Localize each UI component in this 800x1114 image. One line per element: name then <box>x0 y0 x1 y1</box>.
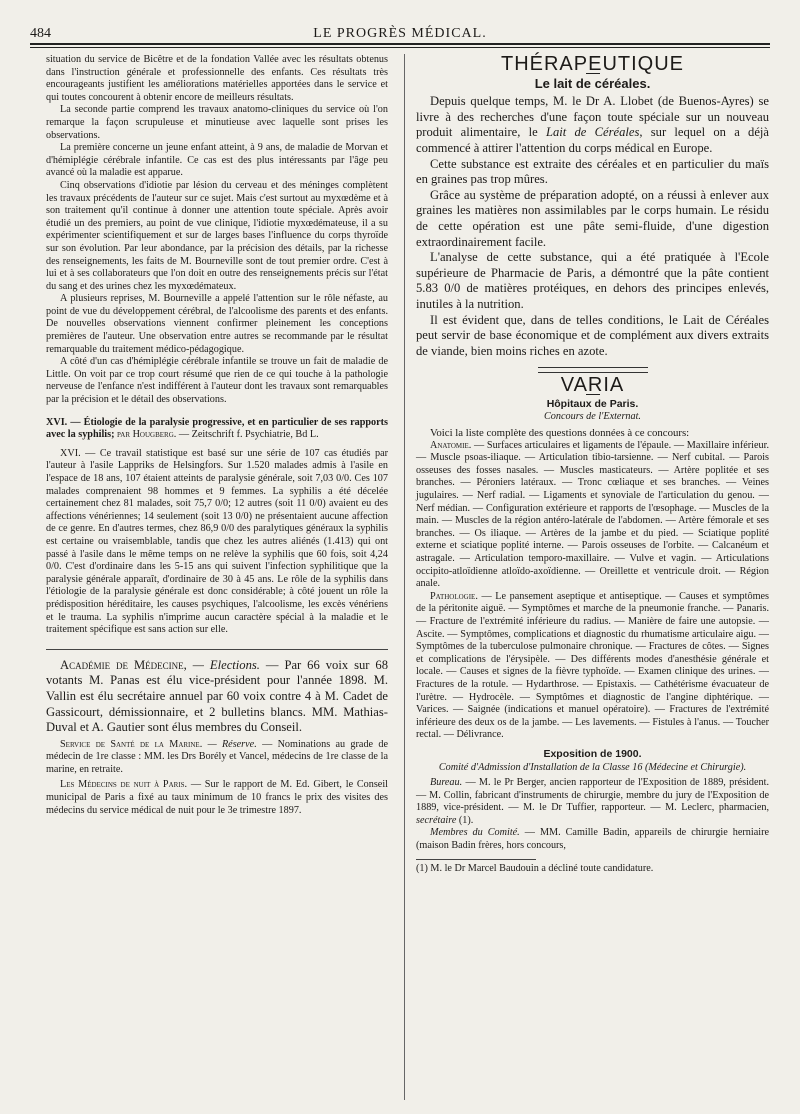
news-text: — Nominations au grade de médecin de 1re classe : MM. les Drs Borély et Vancel, médecins de 1re classe de la marine, en retraite. <box>46 738 388 775</box>
journal-title: LE PROGRÈS MÉDICAL. <box>313 26 487 41</box>
paragraph <box>416 777 769 827</box>
paragraph <box>416 94 769 156</box>
header-rule-thin <box>30 47 770 48</box>
text-run: — MM. Camille Badin, appareils de chirurgie herniaire (maison Badin frères, hors concours, <box>416 827 769 852</box>
text-run: , sur lequel on a déjà commencé à attirer l'attention du corps médical en Europe. <box>416 125 769 155</box>
ornament <box>538 367 648 373</box>
italic-run: secrétaire <box>416 814 457 826</box>
list-text: — Le pansement aseptique et antiseptique. — Causes et symptômes de la péritonite aiguë. — Symptômes et marche de la pneumonie franche. — Panaris. — Fracture de l'extrémité inférieure du radius. — Manière de faire une autopsie. — Ascite. — Symptômes, complications et diagnostic du rhumatisme articulaire aigu. — Symptômes de la tuberculose pulmonaire chronique. — Fractures de côtes. — Signes et complications de l'érysipèle. — Des différents modes d'anesthésie générale et locale. — Causes et signes de la fièvre typhoïde. — Examen clinique des urines. — Fractures de la rotule. — Hydarthrose. — Epistaxis. — Cathétérisme évacuateur de l'urètre. — Hydrocèle. — Symptômes et diagnostic de l'angine diphtérique. — Varices. — Saignée (indications et manuel opératoire). — Fractures de l'extrémité inférieure des deux os de la jambe. — Les lavements. — Fistules à l'anus. — Toucher rectal. — Délivrance. <box>416 590 769 741</box>
separator <box>46 649 388 650</box>
label-italic: Bureau. <box>430 777 463 789</box>
right-column <box>416 54 769 875</box>
italic-run: Lait de Céréales <box>545 125 640 140</box>
subsection-subtitle: Concours de l'Externat. <box>544 411 641 423</box>
question-list <box>416 440 769 591</box>
subsection-subtitle: Comité d'Admission d'Installation de la Classe 16 (Médecine et Chirurgie). <box>438 761 747 773</box>
paragraph: La seconde partie comprend les travaux anatomo-cliniques du service où l'on remarque la façon scrupuleuse et minutieuse avec laquelle sont prises les observations. <box>46 104 388 141</box>
article-title <box>46 417 388 442</box>
footnote: (1) M. le Dr Marcel Baudouin a décliné toute candidature. <box>416 862 654 874</box>
page-number: 484 <box>30 26 51 41</box>
paragraph: Grâce au système de préparation adopté, on a réussi à enlever aux graines les matières non assimilables par le corps humain. Le résidu de cette opération est une pâte semi-fluide, d'une digestion extraordinairement facile. <box>416 187 769 249</box>
news-italic: — Elections. <box>192 657 260 672</box>
list-label: Anatomie. <box>430 439 472 451</box>
text-run: (1). <box>458 814 474 826</box>
subsection-title: Exposition de 1900. <box>543 747 642 760</box>
header-rule <box>30 43 770 45</box>
paragraph: La première concerne un jeune enfant atteint, à 9 ans, de maladie de Morvan et d'hémiplégie cérébrale infantile. Ce cas est des plus intéressants par l'âge peu avancé où la maladie est apparue. <box>46 142 388 179</box>
left-column <box>46 54 388 817</box>
news-italic: — Réserve. <box>207 738 257 750</box>
paragraph: A plusieurs reprises, M. Bourneville a appelé l'attention sur le rôle néfaste, au point de vue du développement cérébral, de l'alcoolisme des parents et des enfants. De nouvelles observations viennent confirmer pleinement les conceptions premières de l'auteur. Une observation entre autres se recommande par le résultat remarquable du traitement médico-pédagogique. <box>46 293 388 355</box>
news-text: — Sur le rapport de M. Ed. Gibert, le Conseil municipal de Paris a fixé au taux minimum de 10 francs le prix des visites des médecins du service médical de nuit pour le 3e trimestre 1897. <box>46 779 388 816</box>
news-item <box>46 739 388 777</box>
news-label: Les Médecins de nuit à Paris. <box>60 779 188 791</box>
paragraph: Cette substance est extraite des céréales et en particulier du maïs en graines pas trop mûres. <box>416 156 769 187</box>
news-item <box>46 779 388 817</box>
subsection-title: Le lait de céréales. <box>534 75 651 91</box>
article-source: — Zeitschrift f. Psychiatrie, Bd L. <box>178 429 319 441</box>
text-run: — M. le Pr Berger, ancien rapporteur de l'Exposition de 1889, président. — M. Collin, fabricant d'instruments de chirurgie, membre du jury de l'Exposition de 1889, vice-président. — M. le Dr Tuffier, rapporteur. — M. Leclerc, pharmacien, <box>416 777 769 814</box>
paragraph: A côté d'un cas d'hémiplégie cérébrale infantile se trouve un fait de maladie de Little. On voit par ce trop court résumé que rien de ce qui touche à la pathologie nerveuse de l'enfance n'est indifférent à l'auteur dont les travaux sont remarquables par la précision et le détail des observations. <box>46 356 388 406</box>
text-run: Depuis quelque temps, M. le Dr A. Llobet (de Buenos-Ayres) se livre à des recherches d'une façon toute spéciale sur un nouveau produit alimentaire, le <box>416 94 769 140</box>
footnote-rule <box>416 859 536 860</box>
paragraph: Il est évident que, dans de telles conditions, le Lait de Céréales peut servir de base économique et de complément aux divers extraits de viande, bien moins riches en azote. <box>416 312 769 358</box>
section-title: THÉRAPEUTIQUE <box>500 53 685 75</box>
section-title: VARIA <box>560 374 625 397</box>
paragraph: L'analyse de cette substance, qui a été pratiquée à l'Ecole supérieure de Pharmacie de Paris, a démontré que la pâte contient 5.83 0/0 de matières protéiques, en dehors des principes enlevés, inutiles à la nutrition. <box>416 250 769 311</box>
article-author: par Hougberg. <box>117 429 177 441</box>
label-italic: Membres du Comité. <box>430 827 520 839</box>
news-text: — Par 66 voix sur 68 votants M. Panas est élu vice-président pour l'année 1898. M. Vallin est élu secrétaire annuel par 60 voix contre 4 à M. Cadet de Gassicourt, démissionnaire, et 2 bulletins blancs. MM. Mathias-Duval et A. Gautier sont élus membres du Conseil. <box>46 657 388 735</box>
paragraph <box>416 827 769 852</box>
paragraph: situation du service de Bicêtre et de la fondation Vallée avec les résultats obtenus dans l'instruction générale et professionnelle des enfants. Ces résultats très encourageants justifient les améliorations matérielles apportées dans le service et qui toutes concourent à obtenir encore de meilleurs résultats. <box>46 54 388 103</box>
news-label: Service de Santé de la Marine. <box>60 738 203 750</box>
page-header <box>30 20 770 42</box>
subsection-title: Hôpitaux de Paris. <box>546 397 639 410</box>
paragraph: XVI. — Ce travail statistique est basé sur une série de 107 cas étudiés par l'auteur à l'asile Lappriks de Helsingfors. Sur 1.520 malades admis à l'asile en l'espace de 18 ans, 107 étaient atteints de paralysie générale, soit 7,03 0/0. Ces 107 malades comprenaient 98 hommes et 9 femmes. La syphilis a été décelée certainement chez 81 malades, soit 75,7 0/0; 12 autres (soit 11 0/0) avaient eu des affections vénériennes; 14 seulement (soit 13 0/0) ne présentaient aucune affection de ce genre. En d'autres termes, chez 86,9 0/0 des paralytiques généraux la syphilis est certaine ou vraisemblable, tandis que chez les autres aliénés (1.413) qui ont passé à l'asile dans le même temps on ne relève la syphilis que 60 fois, soit 4,24 0/0. C'est d'ordinaire dans les 5-15 ans qui suivent l'infection syphilitique que la paralysie générale apparaît, d'ordinaire de 30 à 45 ans. Le rôle de la syphilis dans l'étiologie de la paralysie générale est donc considérable; à côté jouent un rôle la prédisposition héréditaire, les causes psychiques, l'alcoolisme, les excès vénériens et le trauma. La syphilis n'imprime aucun caractère spécial à la maladie et le traitement spécifique est sans action sur elle. <box>46 447 388 636</box>
column-divider <box>404 54 405 1100</box>
news-label: Académie de Médecine, <box>60 657 187 672</box>
question-list <box>416 591 769 742</box>
article-title-text: XVI. — Étiologie de la paralysie progressive, et en particulier de ses rapports avec la syphilis; <box>46 416 388 441</box>
list-label: Pathologie. <box>430 590 478 602</box>
paragraph: Cinq observations d'idiotie par lésion du cerveau et des méninges complètent les travaux précédents de l'auteur sur ce sujet. Mais c'est surtout au myxœdème et à son traitement qu'il continue à donner une attention toute spéciale. Après avoir étudié un des premiers, au point de vue clinique, l'idiotie myxœdémateuse, il a su expérimenter scientifiquement et sur de larges bases l'influence du corps thyroïde sur son évolution. Par leur abondance, par la précision des détails, par la richesse des renseignements, les faits de M. Bourneville sont de tout premier ordre. C'est à lui et à ses collaborateurs que l'on doit en outre des renseignements précis sur l'état du sang et des urines chez les myxœdémateux. <box>46 179 388 292</box>
news-item <box>46 658 388 736</box>
paragraph: Voici la liste complète des questions données à ce concours: <box>430 427 690 440</box>
list-text: — Surfaces articulaires et ligaments de l'épaule. — Maxillaire inférieur. — Muscle psoas-iliaque. — Articulation tibio-tarsienne. — Nerf cubital. — Parois osseuses des fosses nasales. — Muscles masticateurs. — Artère poplitée et ses branches. — Péroniers latéraux. — Tronc cœliaque et ses branches. — Veines jugulaires. — Nerf radial. — Ligaments et synoviale de l'articulation du genou. — Nerf médian. — Configuration extérieure et rapports de l'œsophage. — Muscles de la main. — Muscles de la région antéro-latérale de l'abdomen. — Artère fémorale et ses branches. — Os iliaque. — Artères de la jambe et du pied. — Sciatique poplité externe et sciatique poplité interne. — Parois osseuses de l'orbite. — Calcanéum et astragale. — Articulation temporo-maxillaire. — Vulve et vagin. — Articulations occipito-atloïdienne atloïdo-axoïdienne. — Oreillette et ventricule droit. — Région anale. <box>416 439 770 590</box>
